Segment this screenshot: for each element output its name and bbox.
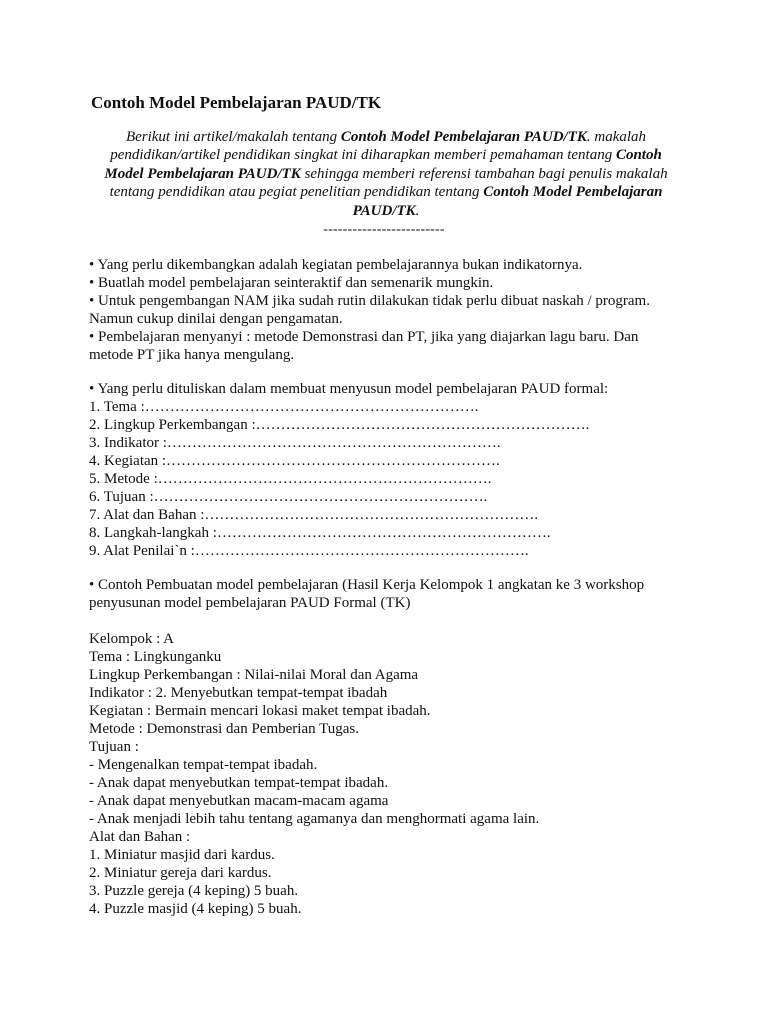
example-intro-line: • Contoh Pembuatan model pembelajaran (Hasil Kerja Kelompok 1 angkatan ke 3 workshop [89, 577, 645, 593]
example-line: Lingkup Perkembangan : Nilai-nilai Moral dan Agama [89, 667, 419, 683]
note-line: Namun cukup dinilai dengan pengamatan. [89, 311, 343, 327]
intro-bold-1: Contoh Model Pembelajaran PAUD/TK [340, 129, 587, 145]
format-item: 6. Tujuan :…………………………………………………………. [89, 489, 488, 505]
example-line: Alat dan Bahan : [89, 829, 191, 845]
format-heading: • Yang perlu dituliskan dalam membuat menyusun model pembelajaran PAUD formal: [89, 381, 609, 397]
format-item: 2. Lingkup Perkembangan :…………………………………………………………. [89, 417, 590, 433]
intro-text-3: sehingga memberi referensi tambahan bagi penulis makalah tentang pendidikan atau pegiat penelitian pendidikan tentang [109, 165, 668, 201]
note-line: • Yang perlu dikembangkan adalah kegiatan pembelajarannya bukan indikatornya. [89, 257, 583, 273]
format-item: 4. Kegiatan :…………………………………………………………. [89, 453, 500, 469]
note-line: • Untuk pengembangan NAM jika sudah rutin dilakukan tidak perlu dibuat naskah / program. [89, 293, 650, 309]
intro-bold-3: Contoh Model Pembelajaran PAUD/TK [352, 184, 663, 219]
divider-line: ------------------------- [323, 222, 445, 237]
example-line: 4. Puzzle masjid (4 keping) 5 buah. [89, 901, 302, 917]
example-line: Indikator : 2. Menyebutkan tempat-tempat ibadah [89, 685, 388, 701]
example-line: 2. Miniatur gereja dari kardus. [89, 865, 272, 881]
example-intro [89, 576, 689, 612]
example-intro-line: penyusunan model pembelajaran PAUD Formal (TK) [89, 595, 411, 611]
example-line: - Anak dapat menyebutkan macam-macam agama [89, 793, 389, 809]
note-line: metode PT jika hanya mengulang. [89, 347, 295, 363]
intro-bold-2: Contoh Model Pembelajaran PAUD/TK [104, 147, 662, 182]
example-line: Tema : Lingkunganku [89, 649, 222, 665]
example-line: - Anak dapat menyebutkan tempat-tempat ibadah. [89, 775, 389, 791]
format-list [89, 380, 689, 560]
format-item: 8. Langkah-langkah :…………………………………………………………. [89, 525, 551, 541]
example-content [89, 630, 689, 918]
format-item: 3. Indikator :…………………………………………………………. [89, 435, 501, 451]
intro-text-1: Berikut ini artikel/makalah tentang [125, 129, 341, 145]
format-item: 9. Alat Penilai`n :…………………………………………………………. [89, 543, 529, 559]
note-line: • Buatlah model pembelajaran seinteraktif dan semenarik mungkin. [89, 275, 494, 291]
example-line: Kegiatan : Bermain mencari lokasi maket tempat ibadah. [89, 703, 431, 719]
note-line: • Pembelajaran menyanyi : metode Demonstrasi dan PT, jika yang diajarkan lagu baru. Dan [89, 329, 639, 345]
example-line: 1. Miniatur masjid dari kardus. [89, 847, 275, 863]
intro-text-2: . makalah pendidikan/artikel pendidikan singkat ini diharapkan memberi pemahaman tentang [110, 129, 647, 164]
notes-list [89, 256, 689, 364]
format-item: 1. Tema :…………………………………………………………. [89, 399, 479, 415]
example-line: 3. Puzzle gereja (4 keping) 5 buah. [89, 883, 299, 899]
format-item: 7. Alat dan Bahan :…………………………………………………………. [89, 507, 539, 523]
document-title: Contoh Model Pembelajaran PAUD/TK [91, 93, 382, 112]
format-item: 5. Metode :…………………………………………………………. [89, 471, 492, 487]
example-line: Kelompok : A [89, 631, 174, 647]
example-line: Tujuan : [89, 739, 139, 755]
intro-text-4: . [415, 202, 420, 219]
intro-paragraph [95, 128, 677, 220]
example-line: - Mengenalkan tempat-tempat ibadah. [89, 757, 318, 773]
example-line: - Anak menjadi lebih tahu tentang agamanya dan menghormati agama lain. [89, 811, 540, 827]
example-line: Metode : Demonstrasi dan Pemberian Tugas. [89, 721, 359, 737]
